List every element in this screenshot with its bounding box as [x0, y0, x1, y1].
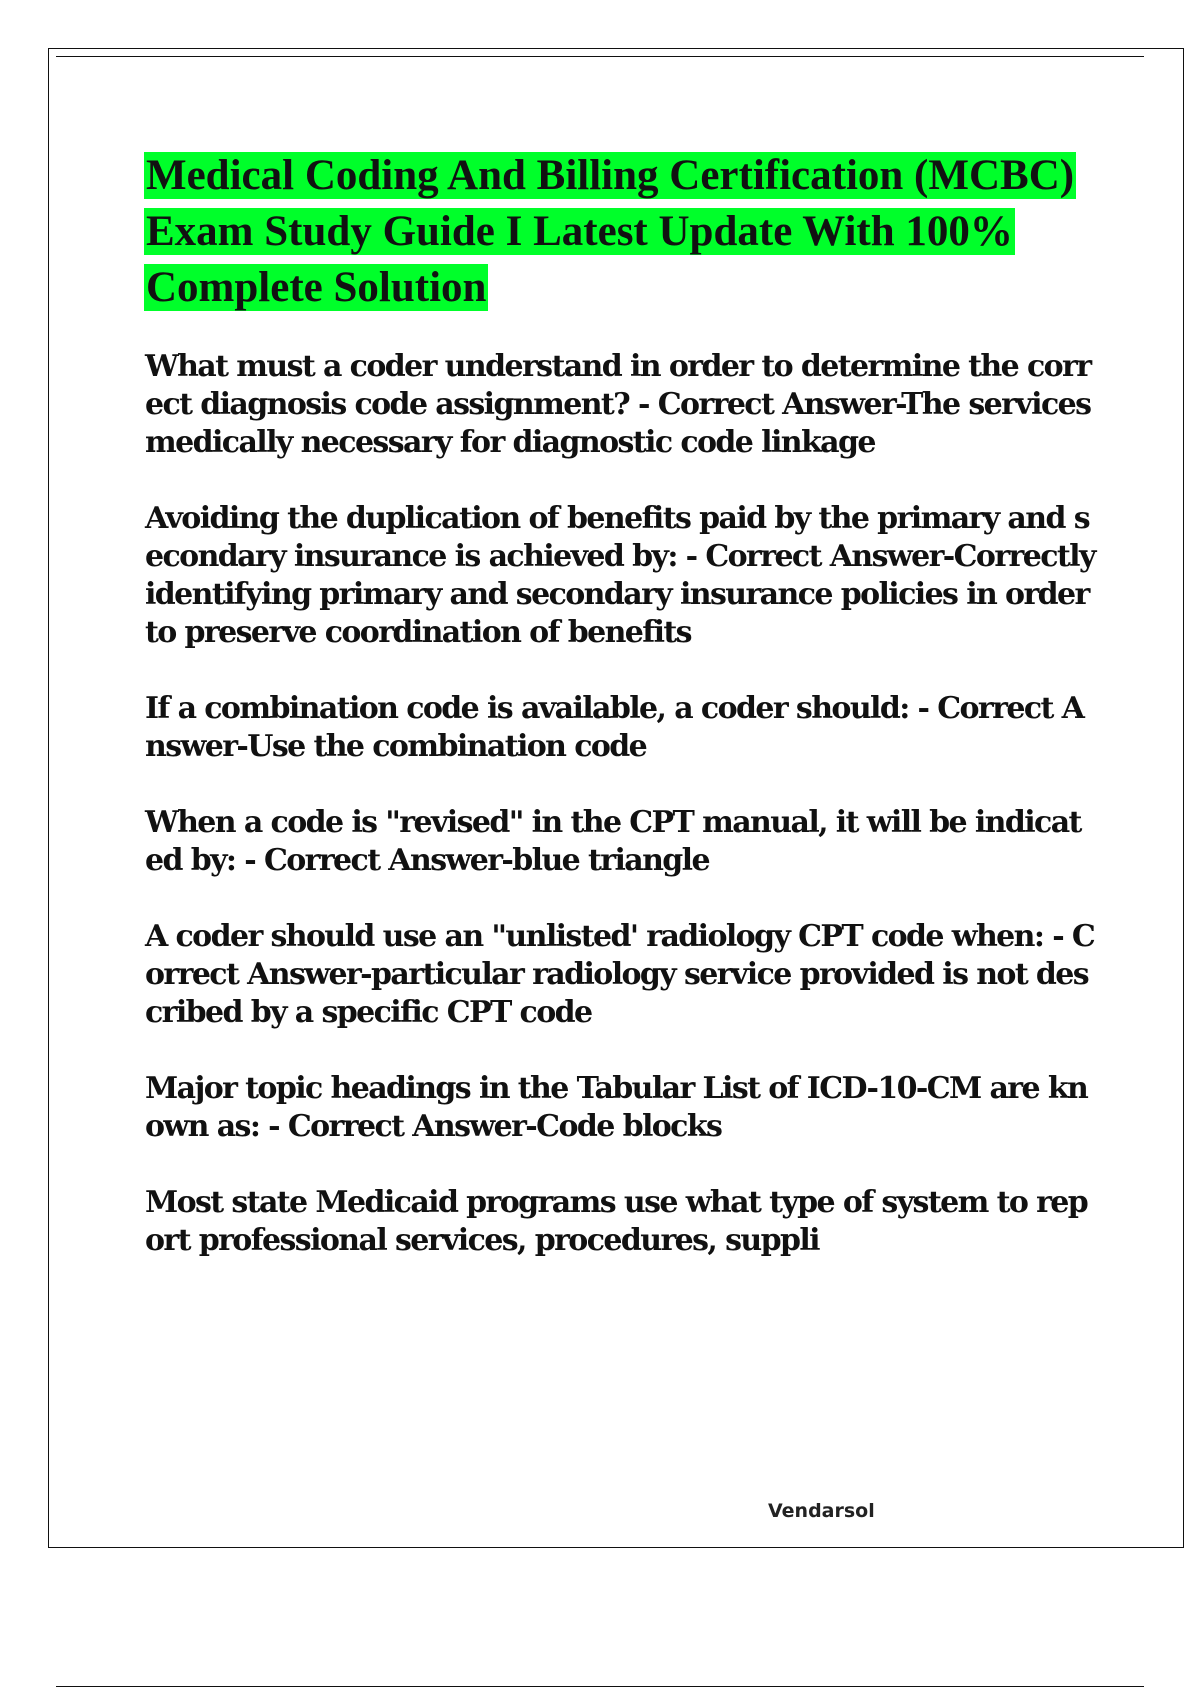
answer-label: Correct Answer- — [287, 1109, 537, 1144]
answer-label: Correct Answer- — [145, 691, 1084, 764]
answer-text: The services medically necessary for diagnostic code linkage — [145, 387, 1091, 460]
answer-label: Correct Answer- — [705, 539, 954, 574]
question-text: If a combination code is available, a coder should: - — [145, 691, 929, 726]
answer-label: Correct Answer- — [657, 387, 902, 422]
answer-text: blue triangle — [512, 843, 709, 878]
answer-text: particular radiology service provided is not described by a specific CPT code — [145, 957, 1089, 1030]
answer-text: Code blocks — [536, 1109, 722, 1144]
answer-text: Correctly identifying primary and secondary insurance policies in order to preserve coordination of benefits — [145, 539, 1095, 650]
question-text: Avoiding the duplication of benefits paid by the primary and secondary insurance is achieved by: - — [145, 501, 1089, 574]
qa-item — [145, 804, 1095, 880]
question-text: A coder should use an "unlisted' radiology CPT code when: - — [145, 919, 1064, 954]
answer-label: Correct Answer- — [263, 843, 513, 878]
qa-item — [145, 690, 1095, 766]
qa-list — [145, 348, 1095, 1298]
answer-label: Correct Answer- — [145, 919, 1095, 992]
document-title — [144, 148, 1104, 316]
footer-brand: Vendarsol — [768, 1500, 875, 1522]
answer-text: Use the combination code — [247, 729, 647, 764]
qa-item — [145, 1184, 1095, 1260]
question-text: When a code is "revised" in the CPT manual, it will be indicated by: - — [145, 805, 1081, 878]
question-text: Major topic headings in the Tabular List of ICD-10-CM are known as: - — [145, 1071, 1088, 1144]
document-title-text: Medical Coding And Billing Certification (MCBC) Exam Study Guide I Latest Update With 100% Complete Solution — [146, 152, 1075, 311]
question-text: What must a coder understand in order to determine the correct diagnosis code assignment? - — [145, 349, 1091, 422]
qa-item — [145, 918, 1095, 1032]
question-text: Most state Medicaid programs use what type of system to report professional services, procedures, suppli — [145, 1185, 1088, 1258]
bottom-rule — [56, 1686, 1144, 1687]
qa-item — [145, 348, 1095, 462]
qa-item — [145, 500, 1095, 652]
qa-item — [145, 1070, 1095, 1146]
top-rule — [56, 56, 1144, 57]
